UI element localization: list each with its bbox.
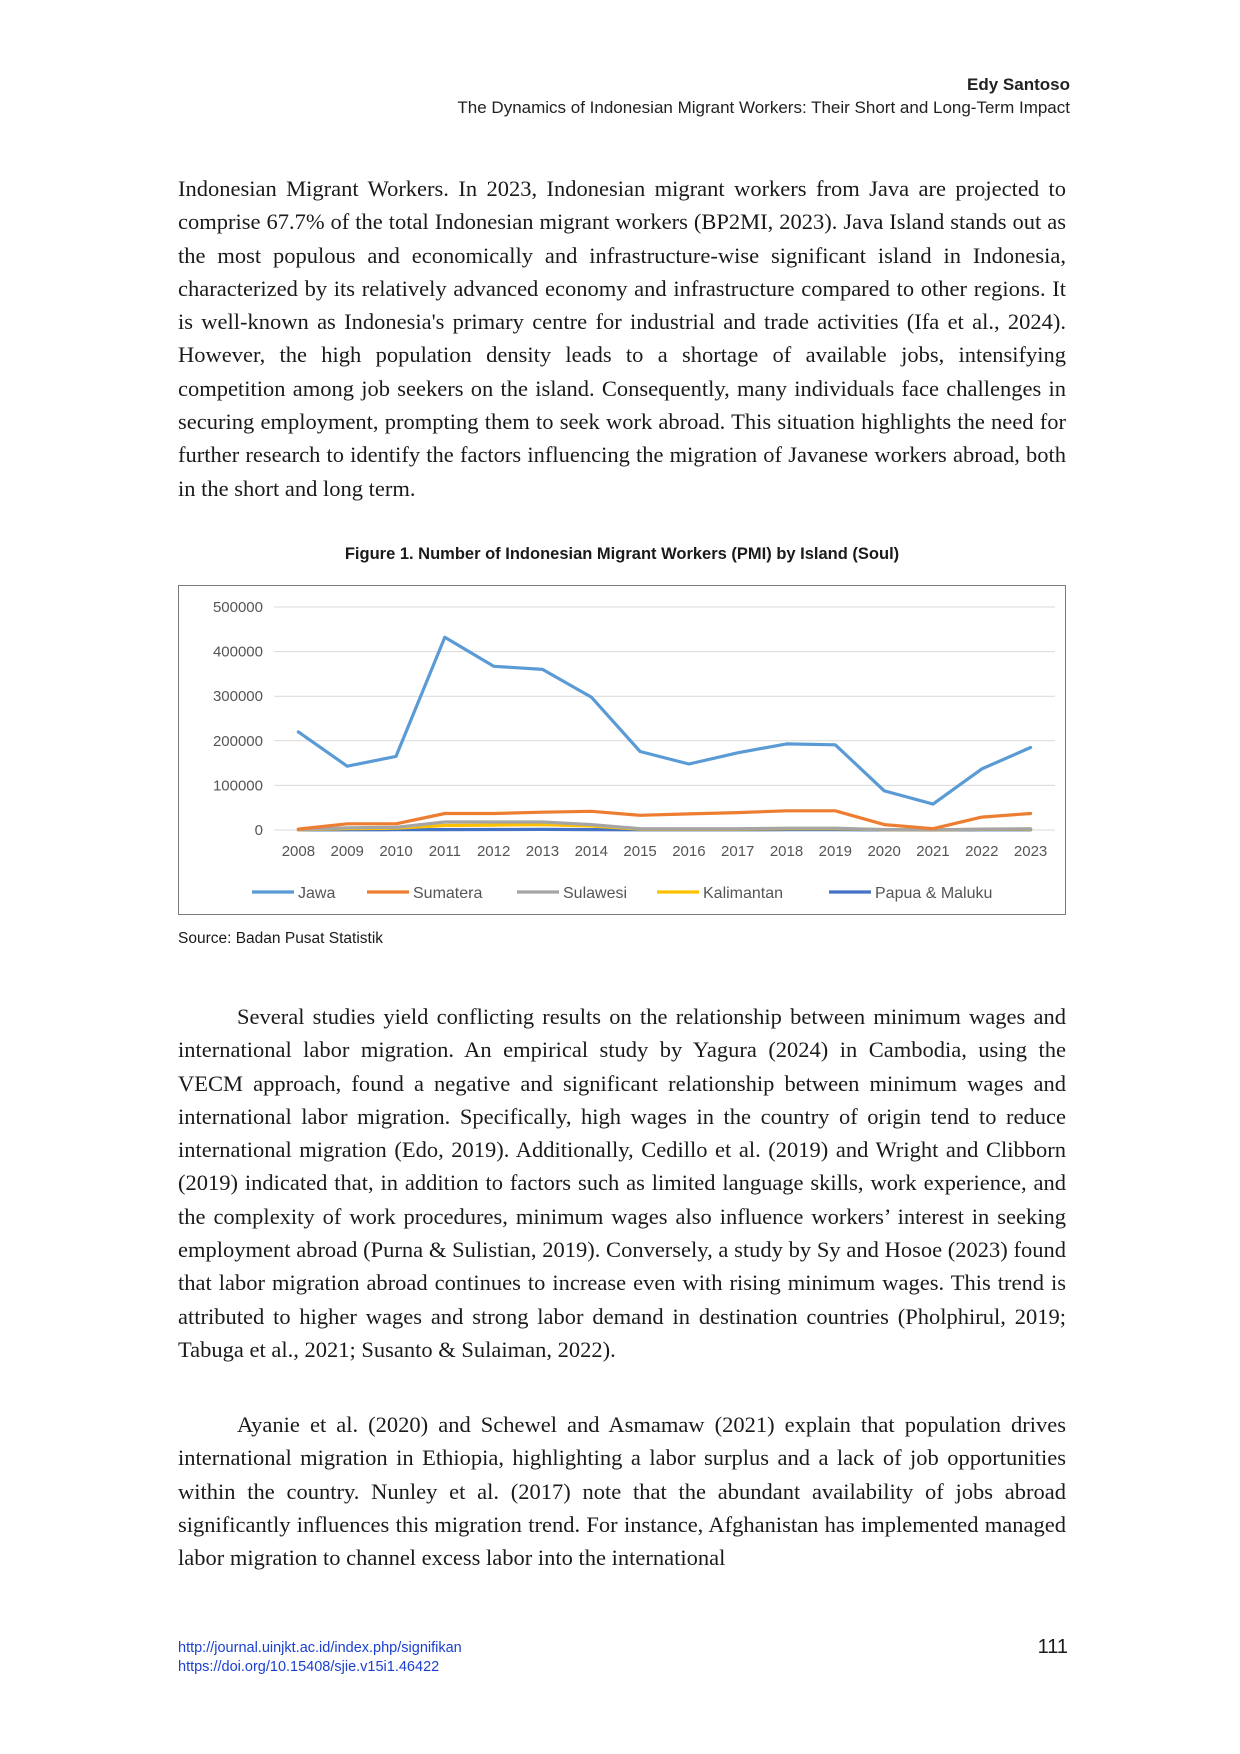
legend-label: Sumatera [413,885,483,902]
line-chart [178,585,1066,915]
legend-label: Sulawesi [563,885,628,902]
header-title: The Dynamics of Indonesian Migrant Workers: Their Short and Long-Term Impact [457,98,1070,117]
x-tick-label: 2021 [916,843,950,860]
y-tick-label: 500000 [212,599,263,616]
legend-label: Kalimantan [703,885,784,902]
x-tick-label: 2022 [965,843,999,860]
y-tick-label: 200000 [212,732,263,750]
x-tick-label: 2012 [476,843,511,860]
figure-caption: Figure 1. Number of Indonesian Migrant Workers (PMI) by Island (Soul) [344,545,900,563]
x-tick-label: 2015 [623,843,657,860]
running-header [457,74,1070,120]
y-tick-label: 0 [254,822,263,839]
x-tick-label: 2010 [379,843,413,860]
legend-label: Jawa [298,885,336,902]
y-tick-label: 300000 [212,688,263,706]
x-tick-label: 2018 [769,843,804,860]
legend-label: Papua & Maluku [875,885,993,902]
x-tick-label: 2009 [330,843,364,860]
x-tick-label: 2011 [428,843,461,860]
y-tick-label: 100000 [212,777,263,795]
page-number: 111 [1037,1636,1068,1658]
doi-link[interactable]: https://doi.org/10.15408/sjie.v15i1.46422 [178,1659,440,1675]
x-tick-label: 2014 [574,843,608,860]
paragraph-1: Indonesian Migrant Workers. In 2023, Indonesian migrant workers from Java are projected to comprise 67.7% of the total Indonesian migrant workers (BP2MI, 2023). Java Island stands out as the most populous and economically and infrastructure-wise significant island in Indonesia, characterized by its relatively advanced economy and infrastructure compared to other regions. It is well-known as Indonesia's primary centre for industrial and trade activities (Ifa et al., 2024). However, the high population density leads to a shortage of available jobs, intensifying competition among job seekers on the island. Consequently, many individuals face challenges in securing employment, prompting them to seek work abroad. This situation highlights the need for further research to identify the factors influencing the migration of Javanese workers abroad, both in the short and long term. [178,176,1066,501]
x-tick-label: 2016 [672,843,706,860]
x-tick-label: 2008 [281,843,316,860]
x-tick-label: 2023 [1013,843,1048,860]
x-tick-label: 2017 [721,843,755,860]
chart-svg [179,586,1065,914]
footer-links [178,1639,462,1677]
x-tick-label: 2013 [525,843,560,860]
figure-source: Source: Badan Pusat Statistik [178,930,384,947]
y-tick-label: 400000 [212,643,263,661]
series-line-jawa [298,637,1030,804]
journal-link[interactable]: http://journal.uinjkt.ac.id/index.php/signifikan [178,1640,462,1656]
paragraph-2: Several studies yield conflicting results on the relationship between minimum wages and international labor migration. An empirical study by Yagura (2024) in Cambodia, using the VECM approach, found a negative and significant relationship between minimum wages and international labor migration. Specifically, high wages in the country of origin tend to reduce international migration (Edo, 2019). Additionally, Cedillo et al. (2019) and Wright and Clibborn (2019) indicated that, in addition to factors such as limited language skills, work experience, and the complexity of work procedures, minimum wages also influence workers’ interest in seeking employment abroad (Purna & Sulistian, 2019). Conversely, a study by Sy and Hosoe (2023) found that labor migration abroad continues to increase even with rising minimum wages. This trend is attributed to higher wages and strong labor demand in destination countries (Pholphirul, 2019; Tabuga et al., 2021; Susanto & Sulaiman, 2022). [178,1004,1066,1362]
x-tick-label: 2020 [867,843,901,860]
x-tick-label: 2019 [818,843,853,860]
paragraph-3: Ayanie et al. (2020) and Schewel and Asmamaw (2021) explain that population drives international migration in Ethiopia, highlighting a labor surplus and a lack of job opportunities within the country. Nunley et al. (2017) note that the abundant availability of jobs abroad significantly influences this migration trend. For instance, Afghanistan has implemented managed labor migration to channel excess labor into the international [178,1412,1066,1571]
header-author: Edy Santoso [967,75,1070,94]
